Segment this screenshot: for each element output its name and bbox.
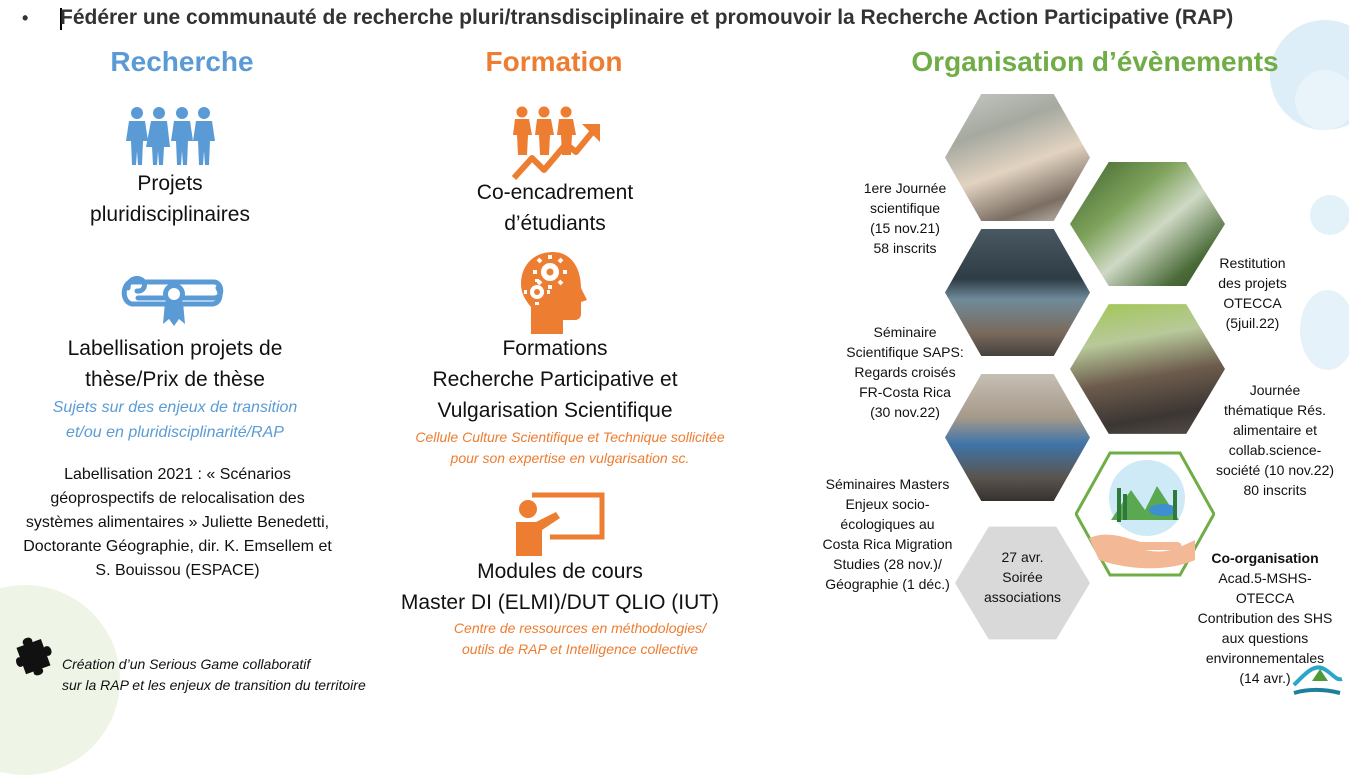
formation-item2-line1: Formations: [502, 337, 608, 360]
event1-line2: scientifique: [869, 200, 941, 216]
event1-line3: (15 nov.21): [870, 220, 940, 236]
head-gears-icon: [517, 250, 589, 336]
recherche-item2-subtitle: [10, 395, 340, 445]
serious-game-text: [62, 654, 366, 696]
serious-game-line1: Création d’un Serious Game collaboratif: [62, 656, 311, 672]
labellisation-line2: géoprospectifs de relocalisation des: [50, 490, 305, 507]
formation-heading: Formation: [485, 46, 623, 77]
growth-people-icon: [510, 104, 602, 182]
labellisation-line3: systèmes alimentaires » Juliette Benedetti,: [25, 514, 330, 531]
formation-item3-subtitle: [395, 618, 765, 660]
labellisation-2021-text: [0, 463, 355, 583]
recherche-item2-sub2: et/ou en pluridisciplinarité/RAP: [66, 424, 284, 441]
event-restitution-otecca: [1195, 253, 1310, 333]
labellisation-line5: S. Bouissou (ESPACE): [95, 562, 260, 579]
event6-line1: 27 avr.: [1001, 549, 1044, 565]
event3-line2: Scientifique SAPS:: [846, 344, 964, 360]
event4-line2: thématique Rés.: [1224, 402, 1326, 418]
event1-line1: 1ere Journée: [863, 180, 947, 196]
recherche-item2-sub1: Sujets sur des enjeux de transition: [52, 399, 298, 416]
event2-line4: (5juil.22): [1225, 315, 1280, 331]
formation-item1-text: [425, 177, 685, 239]
logo-icon: [1290, 655, 1345, 697]
event3-line5: (30 nov.22): [870, 404, 940, 420]
recherche-item2-line1: Labellisation projets de: [67, 337, 283, 360]
event5-line4: Costa Rica Migration: [822, 536, 953, 552]
event5-line3: écologiques au: [840, 516, 935, 532]
bullet-point: •: [22, 8, 29, 28]
formation-item2-sub1: Cellule Culture Scientifique et Technique sollicitée: [415, 429, 725, 445]
event7-line6: (14 avr.): [1239, 670, 1291, 686]
event5-line5: Studies (28 nov.)/: [833, 556, 942, 572]
formation-item3-line2: Master DI (ELMI)/DUT QLIO (IUT): [400, 591, 720, 614]
event2-line3: OTECCA: [1223, 295, 1282, 311]
formation-item3-line1: Modules de cours: [477, 560, 643, 583]
page-title: Fédérer une communauté de recherche pluri/transdisciplinaire et promouvoir la Recherche Action Participative (RAP): [60, 6, 1234, 29]
formation-item2-line3: Vulgarisation Scientifique: [437, 399, 673, 422]
recherche-item2-text: [20, 333, 330, 395]
event7-line1: Co-organisation: [1211, 550, 1319, 566]
formation-item2-sub2: pour son expertise en vulgarisation sc.: [450, 450, 690, 466]
formation-item3-text: [360, 556, 760, 618]
people-group-icon: [126, 105, 216, 167]
event2-line1: Restitution: [1219, 255, 1286, 271]
event-soiree-associations: [955, 547, 1090, 607]
background-bubble: [1295, 70, 1349, 130]
serious-game-line2: sur la RAP et les enjeux de transition du territoire: [62, 677, 366, 693]
recherche-item1-line1: Projets: [137, 172, 203, 195]
labellisation-line1: Labellisation 2021 : « Scénarios: [64, 466, 291, 483]
event4-line5: société (10 nov.22): [1215, 462, 1335, 478]
formation-item1-line1: Co-encadrement: [476, 181, 634, 204]
formation-item2-text: [380, 333, 730, 426]
event3-line4: FR-Costa Rica: [859, 384, 951, 400]
event1-line4: 58 inscrits: [873, 240, 937, 256]
event4-line3: alimentaire et: [1232, 422, 1318, 438]
formation-item1-line2: d’étudiants: [504, 212, 606, 235]
event7-line2: Acad.5-MSHS-OTECCA: [1218, 570, 1312, 606]
event-journee-scientifique: [835, 178, 975, 258]
labellisation-line4: Doctorante Géographie, dir. K. Emsellem et: [23, 538, 332, 555]
event5-line2: Enjeux socio-: [845, 496, 930, 512]
formation-item2-line2: Recherche Participative et: [432, 368, 678, 391]
event2-line2: des projets: [1218, 275, 1287, 291]
recherche-item2-line2: thèse/Prix de thèse: [85, 368, 265, 391]
formation-item3-sub2: outils de RAP et Intelligence collective: [461, 641, 699, 657]
event4-line1: Journée: [1249, 382, 1301, 398]
event-seminaires-masters: [805, 474, 970, 594]
formation-item2-subtitle: [385, 427, 755, 469]
puzzle-icon: [12, 632, 58, 678]
event7-line5: environnementales: [1205, 650, 1325, 666]
event4-line6: 80 inscrits: [1243, 482, 1307, 498]
recherche-heading: Recherche: [110, 46, 254, 77]
event3-line1: Séminaire: [873, 324, 937, 340]
event-seminaire-saps: [830, 322, 980, 422]
event6-line3: associations: [983, 589, 1062, 605]
event3-line3: Regards croisés: [854, 364, 956, 380]
recherche-item1-text: [40, 168, 300, 230]
events-heading: Organisation d’évènements: [911, 46, 1279, 77]
event7-line4: aux questions: [1221, 630, 1309, 646]
teacher-board-icon: [510, 492, 606, 556]
formation-item3-sub1: Centre de ressources en méthodologies/: [453, 620, 707, 636]
event6-line2: Soirée: [1002, 569, 1043, 585]
event5-line6: Géographie (1 déc.): [825, 576, 950, 592]
event5-line1: Séminaires Masters: [825, 476, 950, 492]
event7-line3: Contribution des SHS: [1197, 610, 1333, 626]
recherche-item1-line2: pluridisciplinaires: [90, 203, 250, 226]
event4-line4: collab.science-: [1228, 442, 1322, 458]
background-bubble: [1310, 195, 1349, 235]
diploma-icon: [118, 270, 226, 328]
event-journee-thematique: [1200, 380, 1349, 500]
